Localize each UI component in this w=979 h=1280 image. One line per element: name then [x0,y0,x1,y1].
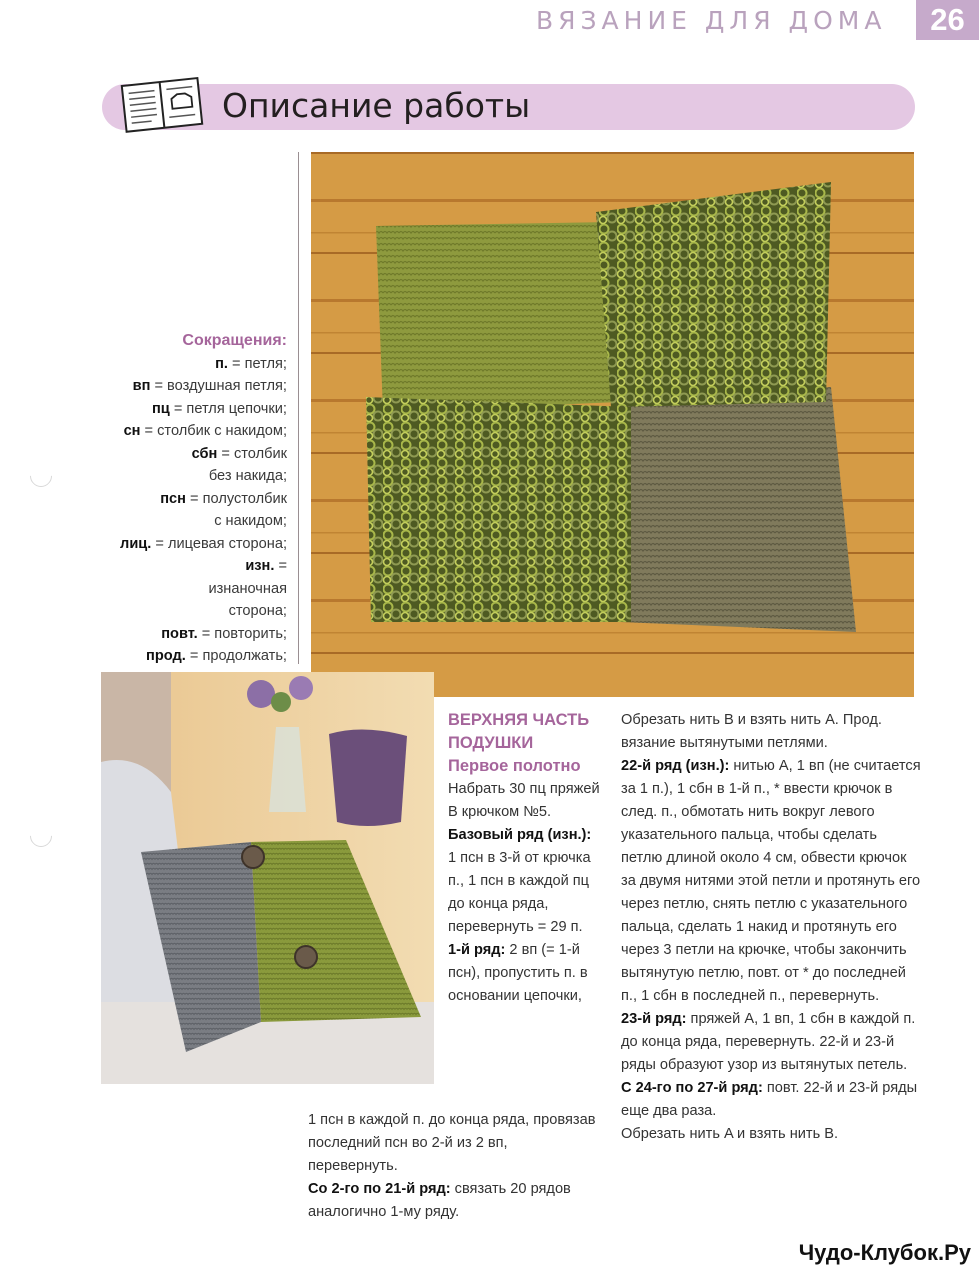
notebook-icon [114,74,208,136]
cast-on-text: Набрать 30 пц пряжей B крючком №5. [448,781,600,820]
abbr-item: прод. = продолжать; [146,648,287,664]
page-number: 26 [916,0,979,40]
abbr-item: изн. = изнаночная сторона; [208,558,287,619]
abbr-item: повт. = повторить; [161,625,287,642]
instructions-column-middle [448,709,600,1008]
pillow-photo-interior [101,672,434,1084]
row-23: 23-й ряд: пряжей A, 1 вп, 1 сбн в каждой п. до конца ряда, перевернуть. 22-й и 23-й ряды образуют узор из вытянутых петель. [621,1011,916,1073]
rows-2-21: Со 2-го по 21-й ряд: связать 20 рядов аналогично 1-му ряду. [308,1181,571,1220]
page-title: Описание работы [222,86,531,125]
sub-heading: Первое полотно [448,757,581,775]
abbreviations-block [47,330,287,690]
abbr-item: вп = воздушная петля; [132,378,287,394]
pillow-photo-main [311,152,914,697]
row-1: 1-й ряд: 2 вп (= 1-й псн), пропустить п. в основании цепочки, [448,942,588,1004]
binder-hole [25,820,56,851]
abbr-item: сбн = столбик без накида; [191,445,287,484]
rows-24-27: С 24-го по 27-й ряд: повт. 22-й и 23-й ряды еще два раза. [621,1080,918,1119]
row-1-continued: 1 псн в каждой п. до конца ряда, провязав последний псн во 2-й из 2 вп, перевернуть. [308,1112,596,1174]
section-heading: ВЕРХНЯЯ ЧАСТЬ ПОДУШКИ [448,711,590,752]
running-head: ВЯЗАНИЕ ДЛЯ ДОМА [536,6,887,35]
abbreviations-heading: Сокращения: [182,332,287,349]
abbr-item: лиц. = лицевая сторона; [120,535,287,552]
abbr-item: сн = столбик с накидом; [123,423,287,439]
brand-watermark: Чудо-Клубок.Ру [798,1240,971,1265]
row-22: 22-й ряд (изн.): нитью A, 1 вп (не считается за 1 п.), 1 сбн в 1-й п., * ввести крючок в след. п., обмотать нить вокруг левого указательного пальца, чтобы сделать петлю длиной около 4 см, обвести крючок за двумя нитями этой петли и протянуть его через петлю, снять петлю с указательного пальца, сделать 1 накид и протянуть его через 3 петли на крючке, чтобы закончить вытянутую петлю, повт. от * до последней п., 1 сбн в последней п., перевернуть. [621,758,921,1004]
abbr-item: п. = петля; [215,355,287,372]
instructions-column-right [621,709,921,1146]
abbr-item: пц = петля цепочки; [151,400,287,417]
column-divider [298,152,299,664]
instructions-column-middle-wide [308,1109,600,1224]
abbr-item: псн = полустолбик с накидом; [160,490,287,529]
cut-yarn-b: Обрезать нить B и взять нить A. Прод. вязание вытянутыми петлями. [621,712,882,751]
base-row: Базовый ряд (изн.): 1 псн в 3-й от крючка п., 1 псн в каждой пц до конца ряда, перевернуть = 29 п. [448,827,592,935]
cut-yarn-a: Обрезать нить A и взять нить B. [621,1126,839,1142]
